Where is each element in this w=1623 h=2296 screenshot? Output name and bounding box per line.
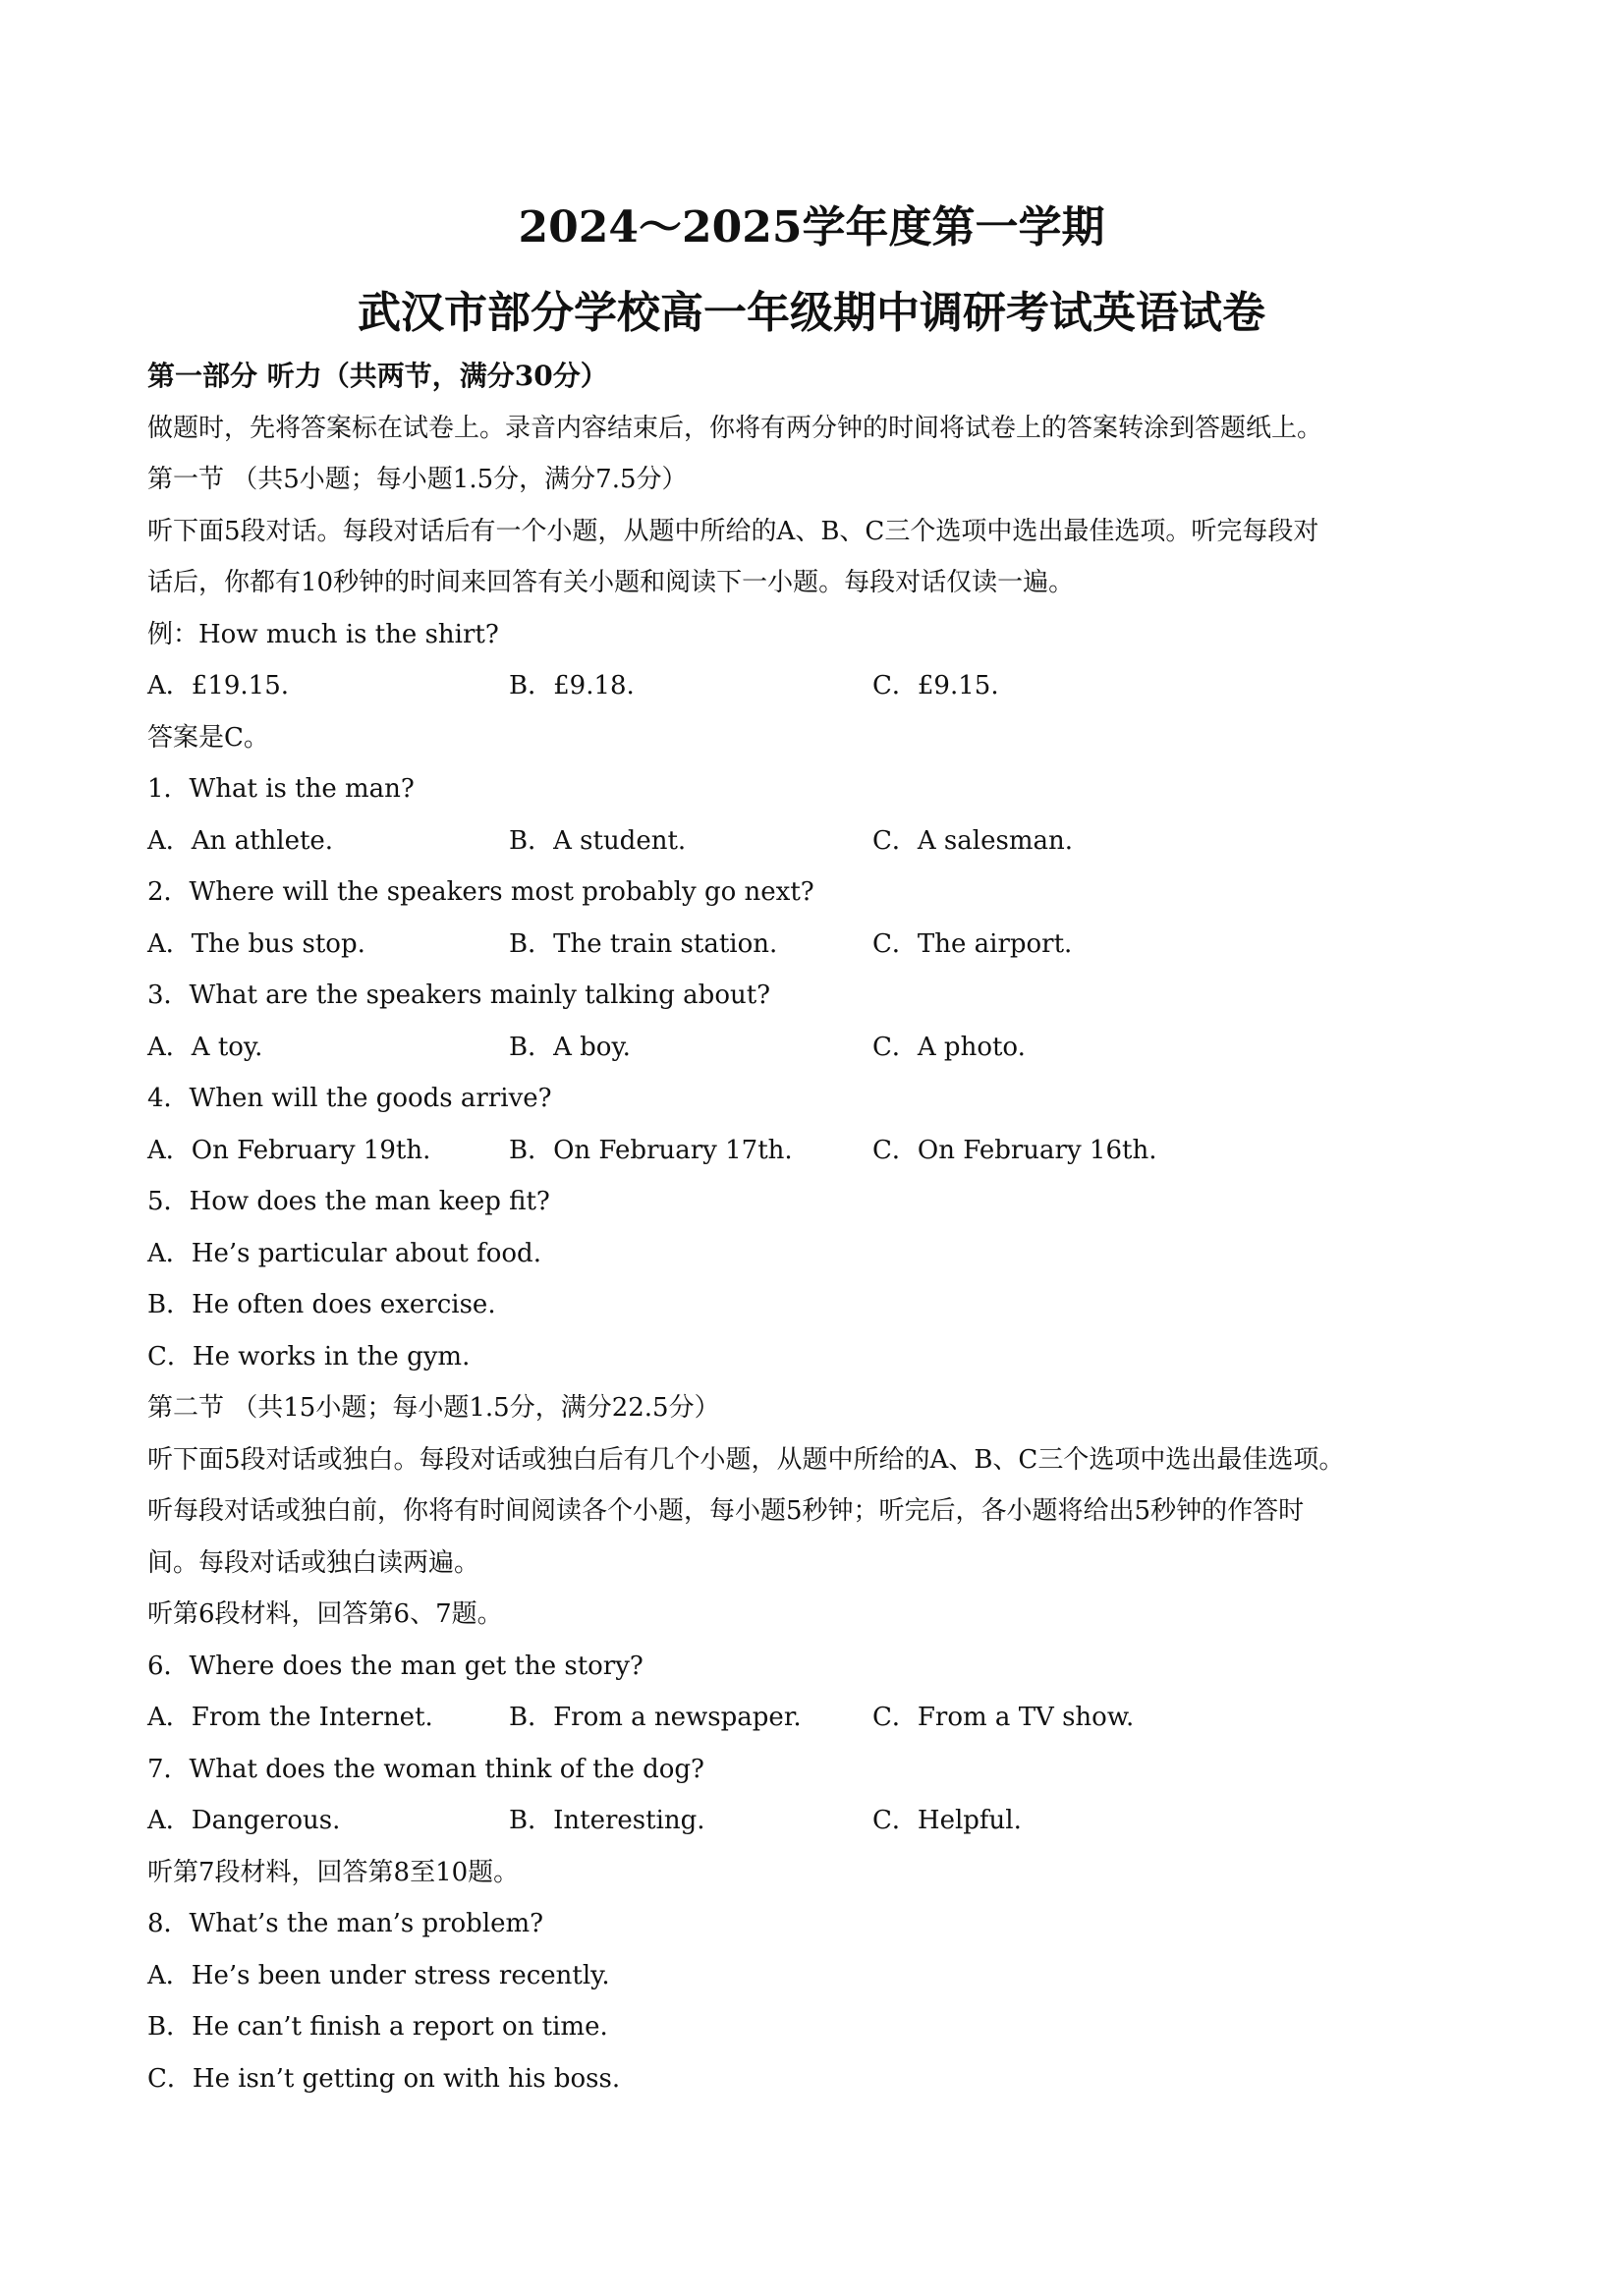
example-question: 例：How much is the shirt? xyxy=(147,619,499,649)
option-c: C．The airport. xyxy=(872,928,1073,959)
section2-instruction-line: 听每段对话或独白前，你将有时间阅读各个小题，每小题5秒钟；听完后，各小题将给出5秒钟的作答时 xyxy=(147,1496,1305,1526)
question-4: 4．When will the goods arrive? xyxy=(147,1084,552,1113)
option-c: C．He works in the gym. xyxy=(147,1341,471,1372)
option-b: B．He often does exercise. xyxy=(147,1290,496,1319)
option-b: B．Interesting. xyxy=(509,1806,705,1835)
material-6-label: 听第6段材料，回答第6、7题。 xyxy=(147,1599,503,1629)
section2-instruction-line: 间。每段对话或独白读两遍。 xyxy=(147,1547,480,1578)
part1-instruction: 做题时，先将答案标在试卷上。录音内容结束后，你将有两分钟的时间将试卷上的答案转涂到答题纸上。 xyxy=(147,413,1323,443)
option-c: C．From a TV show. xyxy=(872,1703,1135,1732)
question-4-options xyxy=(147,1125,1493,1177)
option-a: A．The bus stop. xyxy=(147,928,365,959)
question-7: 7．What does the woman think of the dog? xyxy=(147,1754,704,1784)
exam-title-main: 武汉市部分学校高一年级期中调研考试英语试卷 xyxy=(358,288,1265,338)
question-6-options xyxy=(147,1692,1493,1744)
part1-heading: 第一部分 听力（共两节，满分30分） xyxy=(147,360,608,392)
section1-heading: 第一节 （共5小题；每小题1.5分，满分7.5分） xyxy=(147,465,688,494)
question-2: 2．Where will the speakers most probably go next? xyxy=(147,877,814,907)
question-2-options xyxy=(147,919,1493,971)
example-options xyxy=(147,660,1493,712)
option-b: B．A student. xyxy=(509,825,687,856)
option-b: B．A boy. xyxy=(509,1032,631,1062)
option-c: C．He isn’t getting on with his boss. xyxy=(147,2063,621,2094)
question-6: 6．Where does the man get the story? xyxy=(147,1651,644,1681)
exam-title-term: 2024～2025学年度第一学期 xyxy=(518,202,1105,252)
section1-instruction-line: 话后，你都有10秒钟的时间来回答有关小题和阅读下一小题。每段对话仅读一遍。 xyxy=(147,568,1075,597)
question-8: 8．What’s the man’s problem? xyxy=(147,1909,544,1938)
option-b: B．On February 17th. xyxy=(509,1135,793,1165)
question-1-options xyxy=(147,815,1493,868)
question-3: 3．What are the speakers mainly talking about? xyxy=(147,980,771,1010)
option-c: C．A salesman. xyxy=(872,825,1073,856)
section2-instruction-line: 听下面5段对话或独白。每段对话或独白后有几个小题，从题中所给的A、B、C三个选项中选出最佳选项。 xyxy=(147,1444,1345,1475)
option-c: C．A photo. xyxy=(872,1032,1026,1062)
material-7-label: 听第7段材料，回答第8至10题。 xyxy=(147,1857,520,1887)
option-c: C．£9.15. xyxy=(872,671,999,700)
option-a: A．An athlete. xyxy=(147,825,334,856)
option-c: C．Helpful. xyxy=(872,1806,1022,1835)
option-a: A．He’s particular about food. xyxy=(147,1238,541,1268)
option-a: A．£19.15. xyxy=(147,671,290,700)
option-b: B．From a newspaper. xyxy=(509,1703,802,1732)
option-c: C．On February 16th. xyxy=(872,1135,1157,1165)
section1-instruction-line: 听下面5段对话。每段对话后有一个小题，从题中所给的A、B、C三个选项中选出最佳选项。听完每段对 xyxy=(147,516,1319,546)
question-5: 5．How does the man keep fit? xyxy=(147,1187,550,1216)
question-3-options xyxy=(147,1022,1493,1074)
exam-content xyxy=(147,351,1493,2104)
option-b: B．He can’t finish a report on time. xyxy=(147,2012,608,2042)
question-7-options xyxy=(147,1795,1493,1847)
section2-heading: 第二节 （共15小题；每小题1.5分，满分22.5分） xyxy=(147,1393,720,1423)
example-answer: 答案是C。 xyxy=(147,722,269,753)
option-b: B．£9.18. xyxy=(509,671,635,700)
option-a: A．A toy. xyxy=(147,1032,263,1062)
option-a: A．On February 19th. xyxy=(147,1135,431,1165)
option-a: A．He’s been under stress recently. xyxy=(147,1960,610,1990)
question-1: 1．What is the man? xyxy=(147,774,415,804)
option-a: A．Dangerous. xyxy=(147,1806,341,1835)
option-a: A．From the Internet. xyxy=(147,1703,433,1732)
option-b: B．The train station. xyxy=(509,928,778,959)
